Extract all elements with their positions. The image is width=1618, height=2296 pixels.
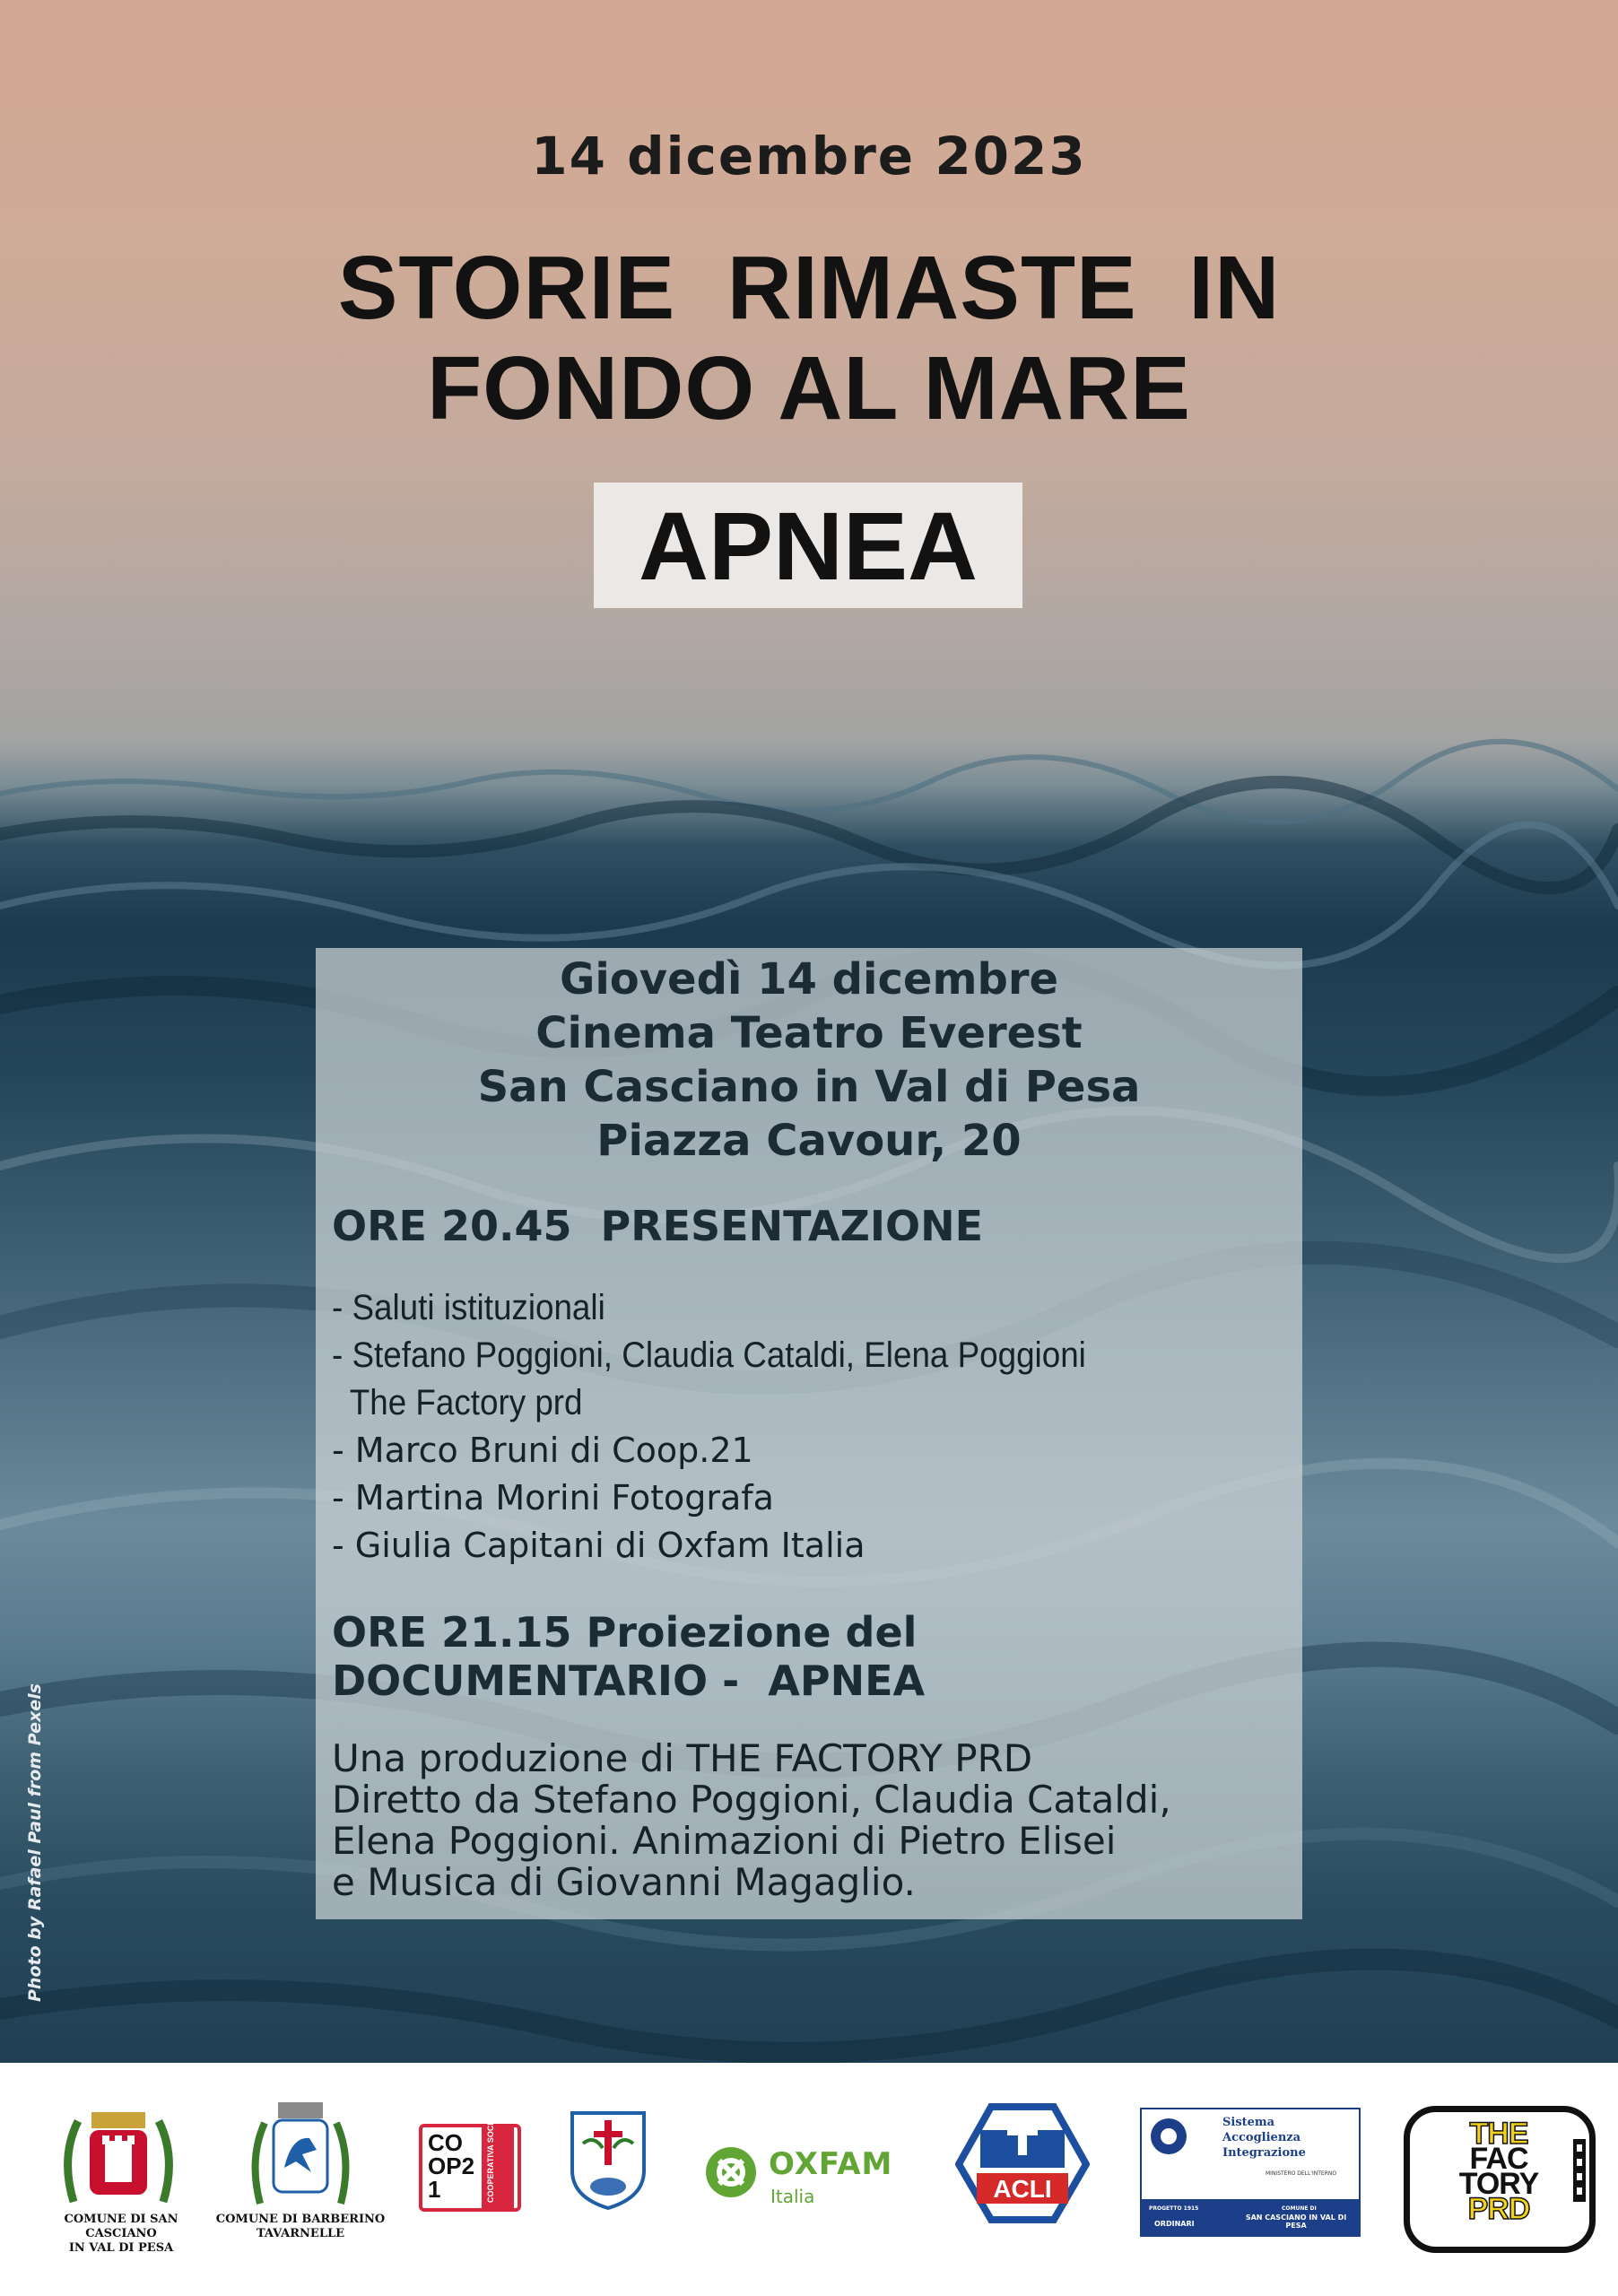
venue-name: Cinema Teatro Everest (535, 1008, 1083, 1058)
coop21-text: COOP21 (428, 2129, 475, 2203)
oxfam-subtitle: Italia (770, 2186, 815, 2207)
program-item: - Marco Bruni di Coop.21 (332, 1431, 753, 1470)
the-factory-wordmark: THE FAC TORY PRD (1458, 2117, 1539, 2226)
program-item: - Giulia Capitani di Oxfam Italia (332, 1526, 866, 1565)
credits-line: Elena Poggioni. Animazioni di Pietro Elisei (332, 1819, 1117, 1863)
film-strip-icon (1573, 2139, 1586, 2202)
sai-ordinari: ORDINARI (1154, 2220, 1195, 2228)
credits-line: Diretto da Stefano Poggioni, Claudia Cataldi, (332, 1778, 1171, 1822)
sai-progetto: PROGETTO 1915 (1149, 2205, 1199, 2212)
program-item: - Stefano Poggioni, Claudia Cataldi, Elena Poggioni (332, 1335, 1086, 1375)
presentation-time: ORE 20.45 PRESENTAZIONE (332, 1202, 984, 1250)
program-list (332, 1284, 1300, 1570)
program-item: - Saluti istituzionali (332, 1288, 605, 1327)
subtitle: APNEA (638, 491, 979, 600)
sai-logo (1140, 2108, 1361, 2237)
title-line-2: FONDO AL MARE (427, 338, 1191, 439)
sai-icon (1149, 2117, 1188, 2156)
venue-block (316, 952, 1302, 1168)
sai-comune-label: COMUNE DI (1282, 2205, 1317, 2212)
oxfam-icon (704, 2145, 758, 2199)
venue-town: San Casciano in Val di Pesa (477, 1062, 1141, 1112)
photo-credit: Photo by Rafael Paul from Pexels (25, 1683, 45, 2002)
subtitle-banner (594, 483, 1022, 608)
the-factory-logo (1404, 2106, 1596, 2253)
comune-barberino-caption: COMUNE DI BARBERINO TAVARNELLE (215, 2213, 386, 2240)
program-item: - Martina Morini Fotografa (332, 1478, 774, 1518)
venue-address: Piazza Cavour, 20 (596, 1116, 1022, 1166)
sponsor-logos-strip (0, 2063, 1618, 2296)
screening-time-line-2: DOCUMENTARIO - APNEA (332, 1657, 926, 1705)
sai-title: Sistema Accoglienza Integrazione (1222, 2116, 1306, 2160)
sai-comune-name: SAN CASCIANO IN VAL DI PESA (1245, 2213, 1347, 2230)
event-date: 14 dicembre 2023 (531, 126, 1087, 187)
oxfam-logo (704, 2141, 910, 2213)
program-item: The Factory prd (332, 1383, 583, 1422)
coop21-side-text: COOPERATIVA SOCIALE (486, 2107, 495, 2203)
parish-shield-icon (567, 2108, 649, 2211)
sai-ministero: MINISTERO DELL'INTERNO (1266, 2170, 1337, 2177)
credits-line: Una produzione di THE FACTORY PRD (332, 1736, 1033, 1780)
barberino-crest-icon (247, 2083, 354, 2222)
san-casciano-crest-icon (56, 2085, 181, 2224)
credits-block (332, 1738, 1300, 1903)
coop21-logo (419, 2107, 521, 2212)
title-line-1: STORIE RIMASTE IN (337, 238, 1281, 338)
acli-logo-icon (955, 2103, 1090, 2224)
poster-title (0, 238, 1618, 439)
event-day: Giovedì 14 dicembre (559, 954, 1059, 1004)
screening-time-line-1: ORE 21.15 Proiezione del (332, 1608, 918, 1657)
credits-line: e Musica di Giovanni Magaglio. (332, 1860, 916, 1904)
oxfam-wordmark: OXFAM (769, 2146, 893, 2182)
comune-san-casciano-caption: COMUNE DI SAN CASCIANO IN VAL DI PESA (64, 2213, 178, 2255)
acli-text: ACLI (993, 2175, 1052, 2203)
